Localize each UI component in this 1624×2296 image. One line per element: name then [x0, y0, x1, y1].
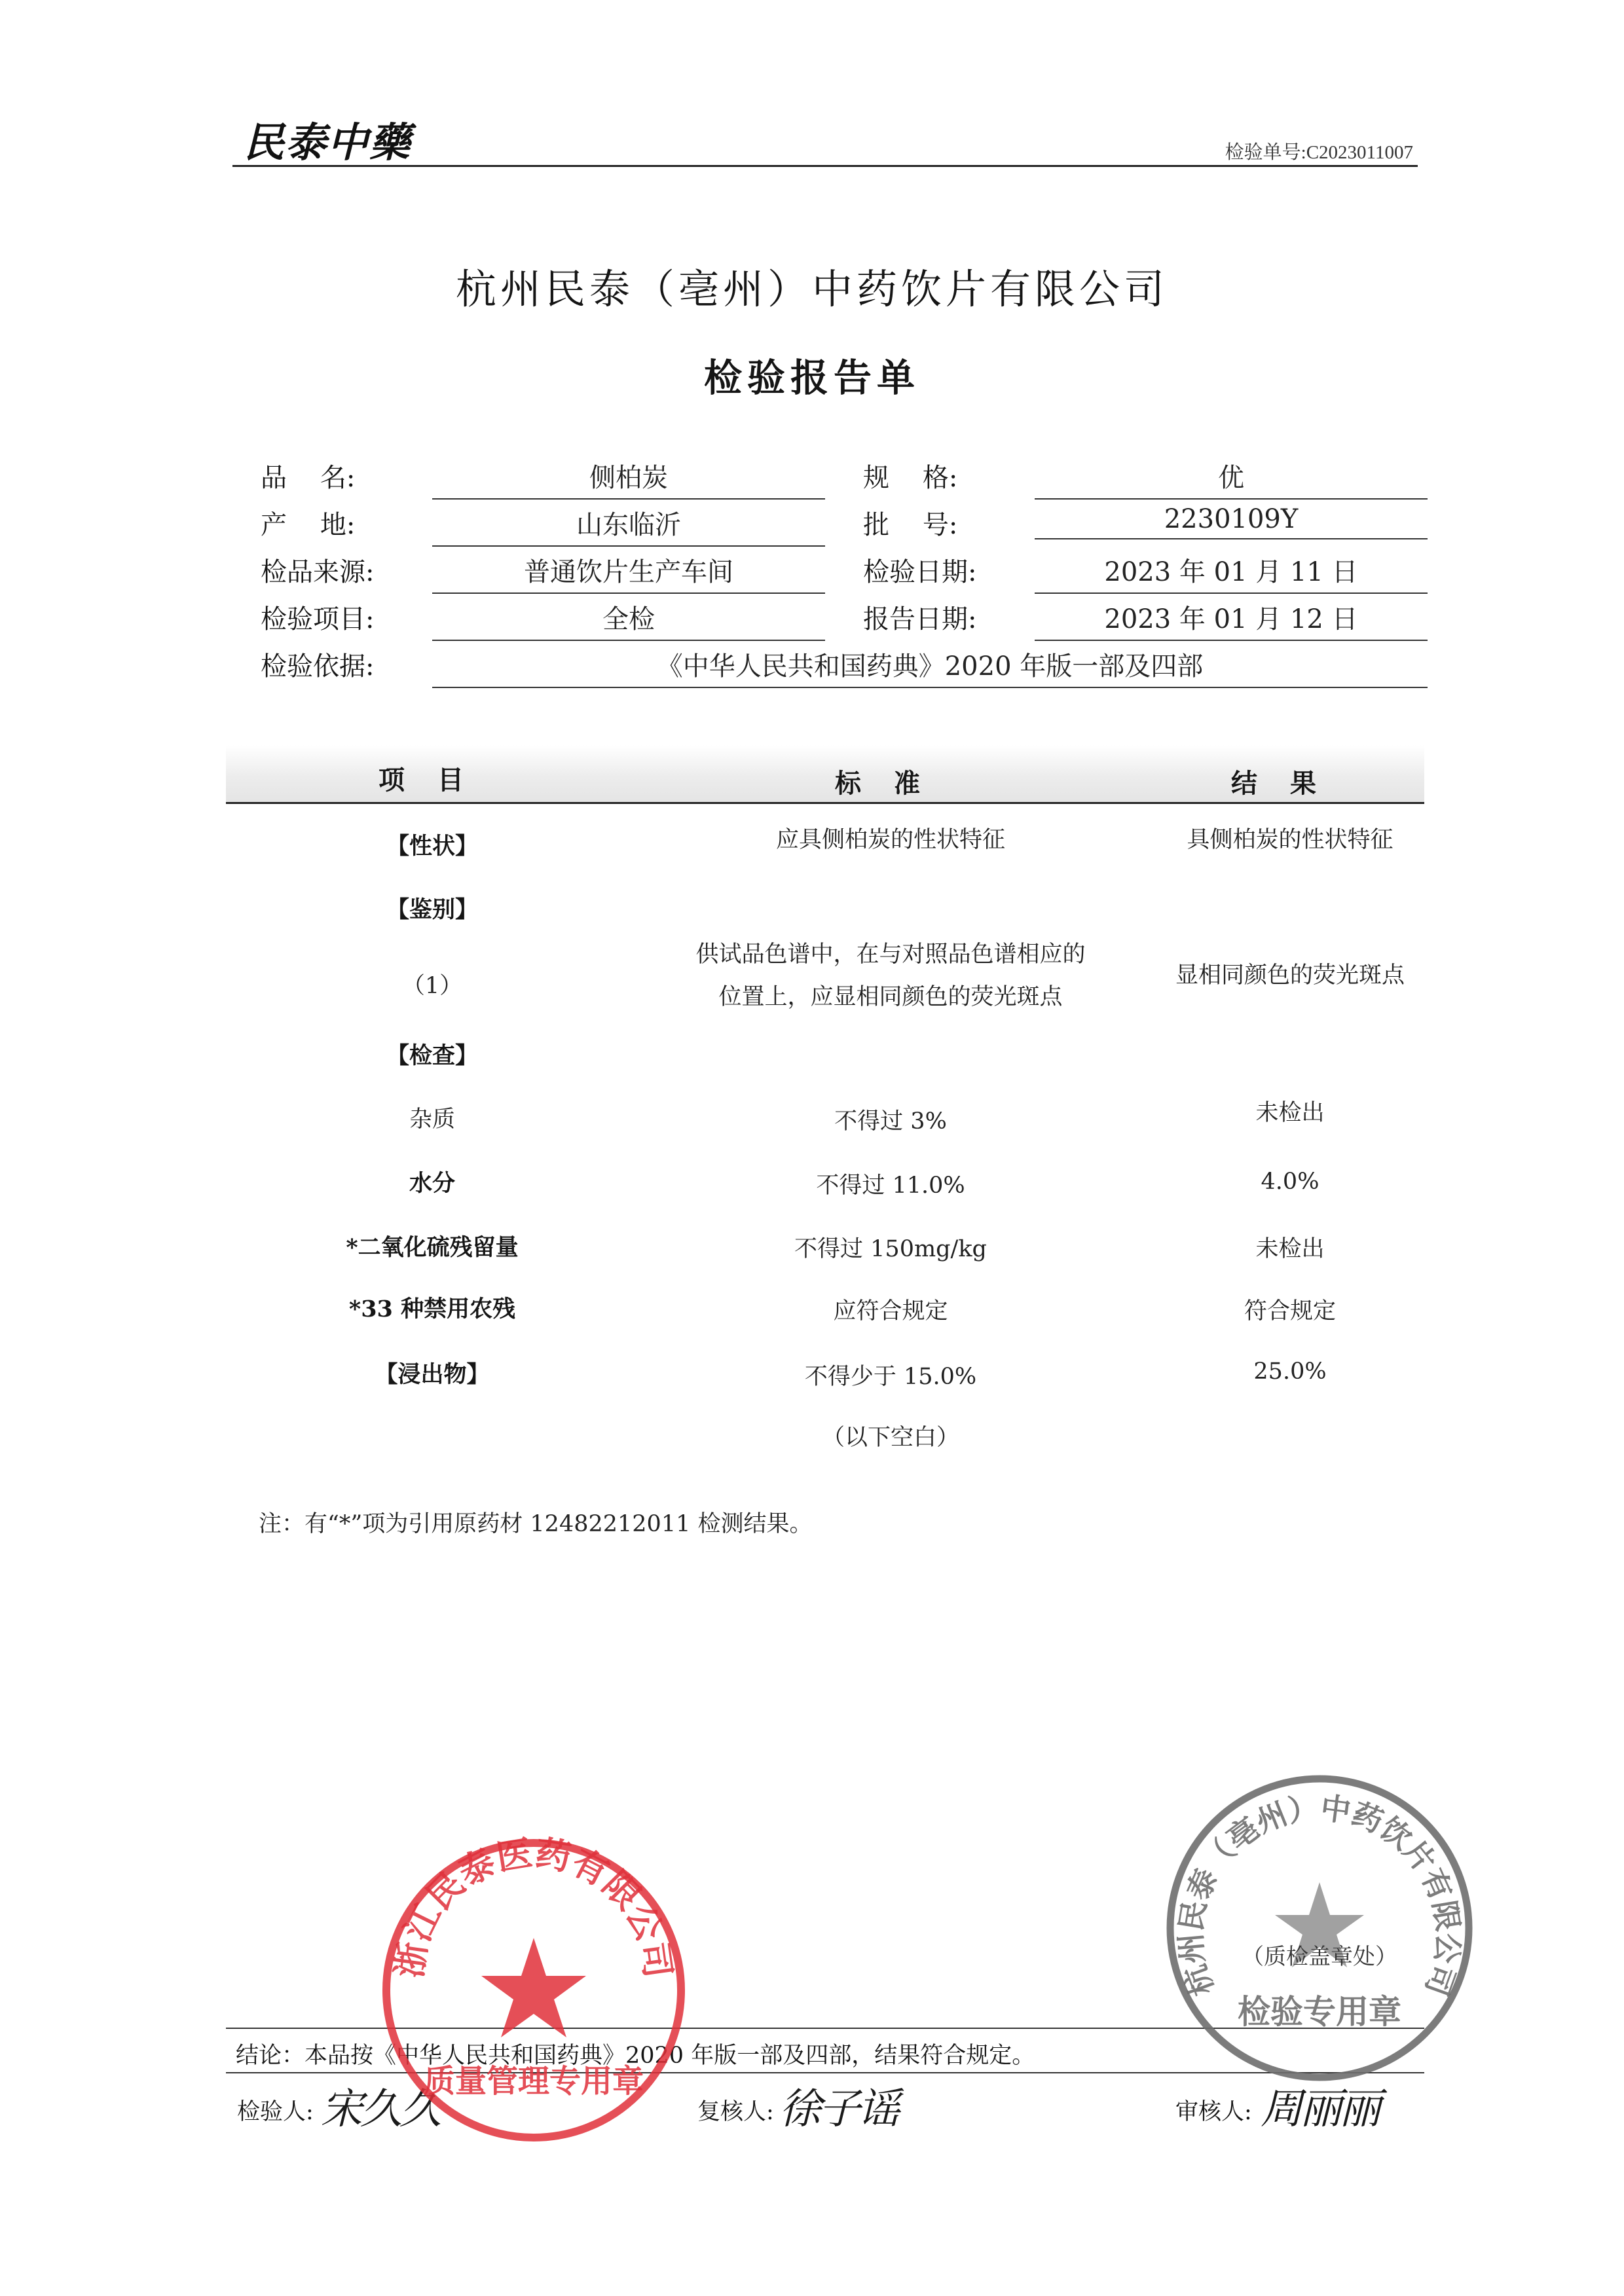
approver-label: 审核人:	[1175, 2099, 1252, 2125]
row-result-identification: 显相同颜色的荧光斑点	[1175, 962, 1405, 989]
row-standard-extract: 不得少于 15.0%	[804, 1364, 977, 1390]
row-result-so2: 未检出	[1255, 1236, 1325, 1262]
red-seal-star-icon	[481, 1938, 586, 2037]
row-item-identification: 【鉴别】	[386, 896, 478, 923]
row-item-inspection: 【检查】	[386, 1042, 478, 1069]
row-item-appearance: 【性状】	[386, 833, 478, 860]
reviewer-signature: 徐子谣	[779, 2085, 897, 2134]
row-item-pesticide: *33 种禁用农残	[348, 1296, 516, 1322]
row-item-impurity: 杂质	[409, 1106, 455, 1133]
test-date-value: 2023 年 01 月 11 日	[1035, 551, 1428, 594]
inspector-label: 检验人:	[237, 2099, 314, 2125]
row-result-appearance: 具侧柏炭的性状特征	[1187, 827, 1393, 853]
approver-signature: 周丽丽	[1261, 2085, 1378, 2134]
row-standard-appearance: 应具侧柏炭的性状特征	[775, 827, 1005, 853]
header-rule	[232, 165, 1418, 167]
gray-seal-bottom-text: 检验专用章	[1238, 1993, 1401, 2031]
test-item-value: 全检	[432, 598, 825, 641]
column-header-item: 项目	[378, 765, 496, 795]
table-header-rule	[226, 802, 1424, 804]
row-result-moisture: 4.0%	[1261, 1169, 1320, 1195]
origin-label: 产 地:	[261, 510, 356, 540]
row-item-moisture: 水分	[409, 1170, 455, 1197]
column-header-standard: 标准	[835, 768, 953, 799]
gray-seal-arc-text: 杭州民泰（亳州）中药饮片有限公司	[1172, 1789, 1467, 2001]
row-standard-moisture: 不得过 11.0%	[816, 1173, 965, 1199]
gray-seal-middle-text: （质检盖章处）	[1242, 1944, 1397, 1970]
conclusion: 结论：本品按《中华人民共和国药典》2020 年版一部及四部，结果符合规定。	[236, 2043, 1035, 2069]
source-value: 普通饮片生产车间	[432, 551, 825, 594]
row-result-impurity: 未检出	[1255, 1100, 1325, 1126]
row-result-extract: 25.0%	[1253, 1358, 1327, 1385]
report-date-label: 报告日期:	[863, 604, 977, 634]
spec-label: 规 格:	[863, 463, 958, 493]
product-name-value: 侧柏炭	[432, 457, 825, 500]
row-standard-identification-line1: 供试品色谱中，在与对照品色谱相应的	[695, 941, 1086, 968]
document-title: 检验报告单	[703, 355, 920, 400]
test-item-label: 检验项目:	[261, 604, 375, 634]
table-end-note: （以下空白）	[821, 1425, 959, 1451]
basis-label: 检验依据:	[261, 651, 375, 682]
basis-value: 《中华人民共和国药典》2020 年版一部及四部	[432, 646, 1428, 688]
inspector-signature: 宋久久	[321, 2085, 439, 2134]
report-number-label: 检验单号:	[1225, 142, 1306, 163]
row-standard-pesticide: 应符合规定	[833, 1298, 948, 1324]
batch-value: 2230109Y	[1035, 504, 1428, 539]
row-item-identification-1: （1）	[401, 973, 463, 999]
test-date-label: 检验日期:	[863, 557, 977, 587]
product-name-label: 品 名:	[261, 463, 356, 493]
company-name: 杭州民泰（亳州）中药饮片有限公司	[455, 265, 1168, 313]
report-number	[1225, 137, 1413, 164]
row-standard-impurity: 不得过 3%	[834, 1108, 947, 1135]
company-logo: 民泰中藥	[244, 118, 412, 166]
batch-label: 批 号:	[863, 510, 958, 540]
row-item-so2: *二氧化硫残留量	[346, 1234, 519, 1261]
red-seal-arc-text: 浙江民泰医药有限公司	[388, 1833, 679, 1980]
gray-inspection-seal	[1159, 1768, 1480, 2088]
origin-value: 山东临沂	[432, 504, 825, 547]
source-label: 检品来源:	[261, 557, 375, 587]
row-item-extract: 【浸出物】	[375, 1361, 490, 1388]
column-header-result: 结果	[1231, 768, 1349, 799]
row-standard-so2: 不得过 150mg/kg	[794, 1236, 987, 1262]
report-date-value: 2023 年 01 月 12 日	[1035, 598, 1428, 641]
spec-value: 优	[1035, 457, 1428, 500]
reviewer-label: 复核人:	[697, 2099, 774, 2125]
red-seal-bottom-text: 质量管理专用章	[423, 2063, 644, 2100]
row-standard-identification-line2: 位置上，应显相同颜色的荧光斑点	[718, 984, 1063, 1010]
red-company-seal	[377, 1833, 691, 2147]
report-number-value: C2023011007	[1306, 142, 1413, 163]
footnote: 注：有“*”项为引用原药材 12482212011 检测结果。	[259, 1511, 813, 1537]
row-result-pesticide: 符合规定	[1244, 1298, 1336, 1324]
